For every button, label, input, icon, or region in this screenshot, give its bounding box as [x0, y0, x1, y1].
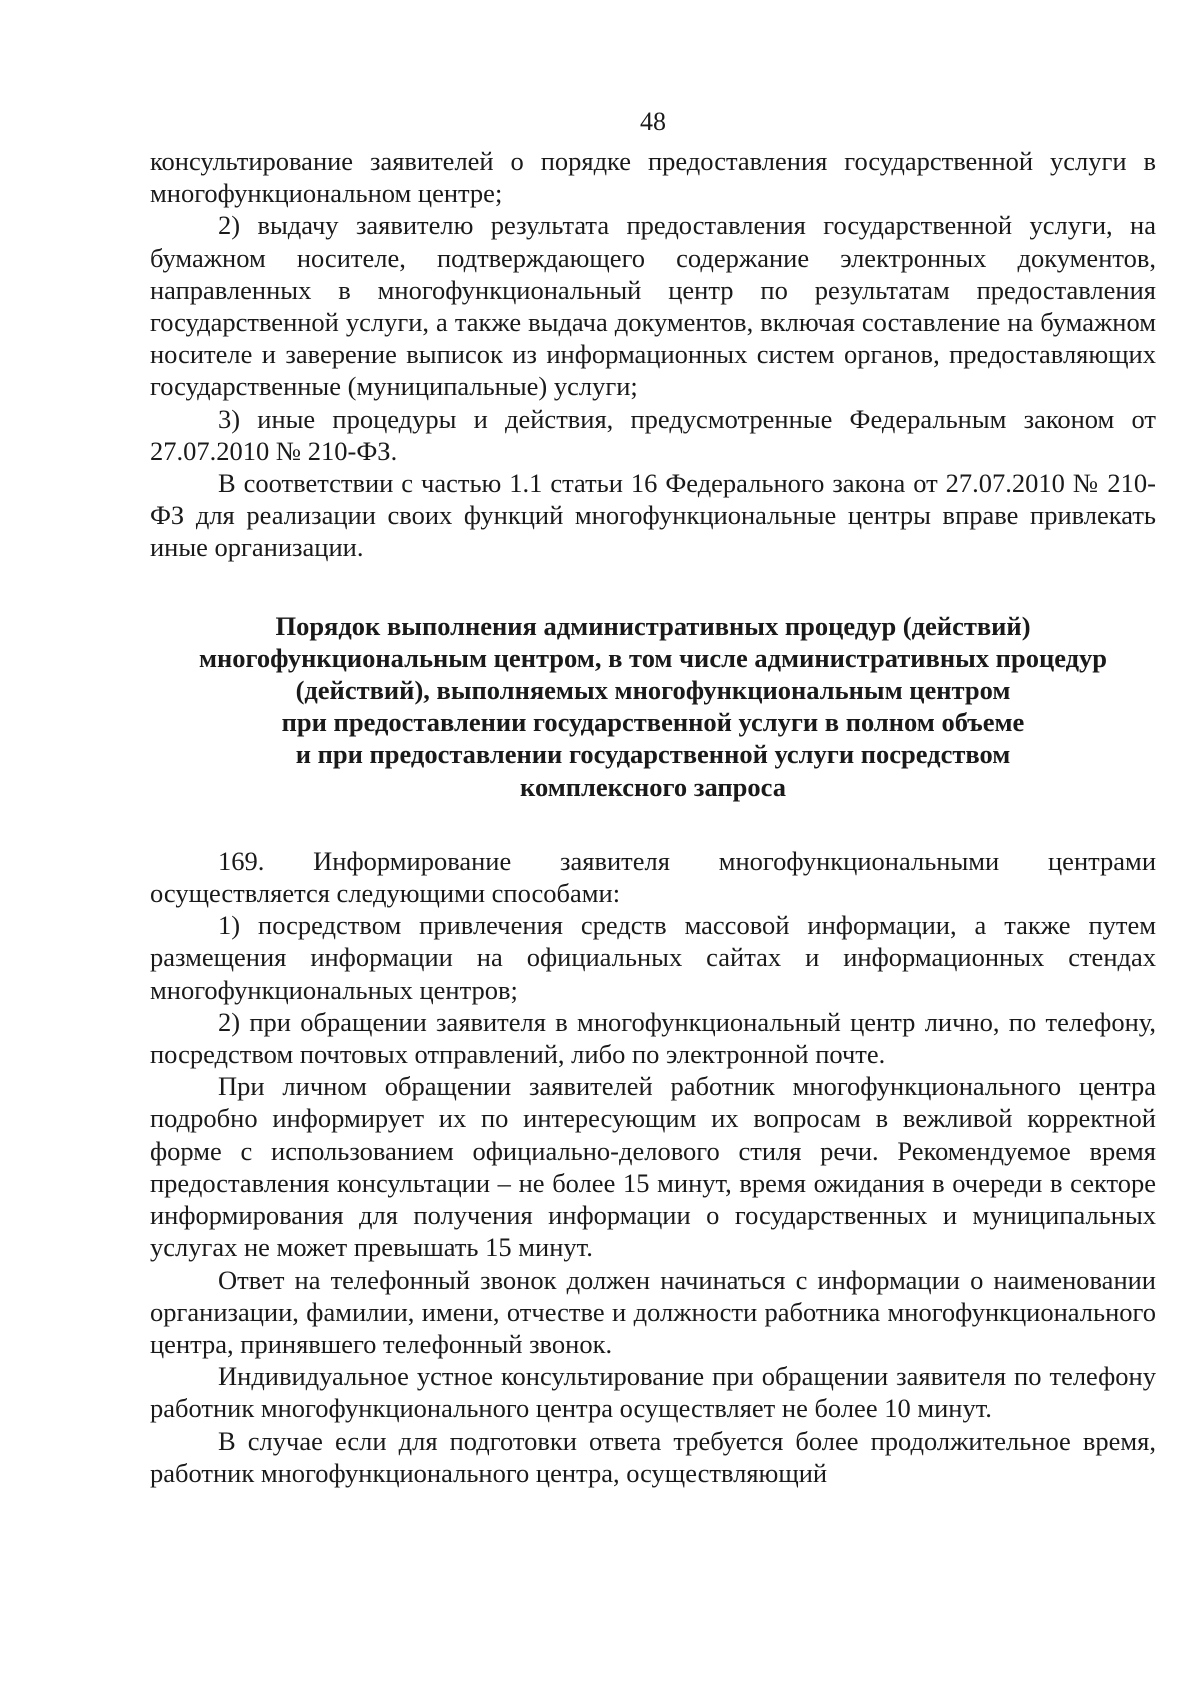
heading-line-5: и при предоставлении государственной услуги посредством	[295, 739, 1011, 770]
paragraph-method-2: 2) при обращении заявителя в многофункциональный центр лично, по телефону, посредством почтовых отправлений, либо по электронной почте.	[150, 1006, 1156, 1070]
paragraph-longer-time: В случае если для подготовки ответа требуется более продолжительное время, работник многофункционального центра, осуществляющий	[150, 1425, 1156, 1488]
top-text-block	[150, 145, 1156, 564]
section-heading	[150, 610, 1156, 803]
paragraph-method-1: 1) посредством привлечения средств массовой информации, а также путем размещения информации на официальных сайтах и информационных стендах многофункциональных центров;	[150, 910, 1156, 1005]
paragraph-personal-visit: При личном обращении заявителей работник многофункционального центра подробно информирует их по интересующим их вопросам в вежливой корректной форме с использованием официально-делового стиля речи. Рекомендуемое время предоставления консультации – не более 15 минут, время ожидания в очереди в секторе информирования для получения информации о государственных и муниципальных услугах не может превышать 15 минут.	[150, 1071, 1156, 1263]
bottom-text-block	[150, 845, 1156, 1489]
heading-line-3: (действий), выполняемых многофункциональным центром	[295, 675, 1011, 706]
paragraph-law-reference: В соответствии с частью 1.1 статьи 16 Федерального закона от 27.07.2010 № 210-ФЗ для реализации своих функций многофункциональные центры вправе привлекать иные организации.	[150, 468, 1156, 563]
paragraph-169: 169. Информирование заявителя многофункциональными центрами осуществляется следующими способами:	[150, 845, 1156, 909]
paragraph-item-3: 3) иные процедуры и действия, предусмотренные Федеральным законом от 27.07.2010 № 210-ФЗ.	[150, 403, 1156, 466]
paragraph-phone-consult: Индивидуальное устное консультирование при обращении заявителя по телефону работник многофункционального центра осуществляет не более 10 минут.	[150, 1361, 1156, 1424]
page-number: 48	[640, 107, 666, 136]
paragraph-phone-answer: Ответ на телефонный звонок должен начинаться с информации о наименовании организации, фамилии, имени, отчестве и должности работника многофункционального центра, принявшего телефонный звонок.	[150, 1264, 1156, 1359]
paragraph-continuation: консультирование заявителей о порядке предоставления государственной услуги в многофункциональном центре;	[150, 146, 1156, 209]
heading-line-4: при предоставлении государственной услуги в полном объеме	[281, 707, 1025, 738]
heading-line-6: комплексного запроса	[520, 771, 786, 802]
document-page	[150, 105, 1156, 1489]
heading-line-1: Порядок выполнения административных процедур (действий)	[275, 610, 1031, 641]
paragraph-item-2: 2) выдачу заявителю результата предоставления государственной услуги, на бумажном носителе, подтверждающего содержание электронных документов, направленных в многофункциональный центр по результатам предоставления государственной услуги, а также выдача документов, включая составление на бумажном носителе и заверение выписок из информационных систем органов, предоставляющих государственные (муниципальные) услуги;	[150, 210, 1156, 402]
heading-line-2: многофункциональным центром, в том числе административных процедур	[198, 642, 1108, 673]
